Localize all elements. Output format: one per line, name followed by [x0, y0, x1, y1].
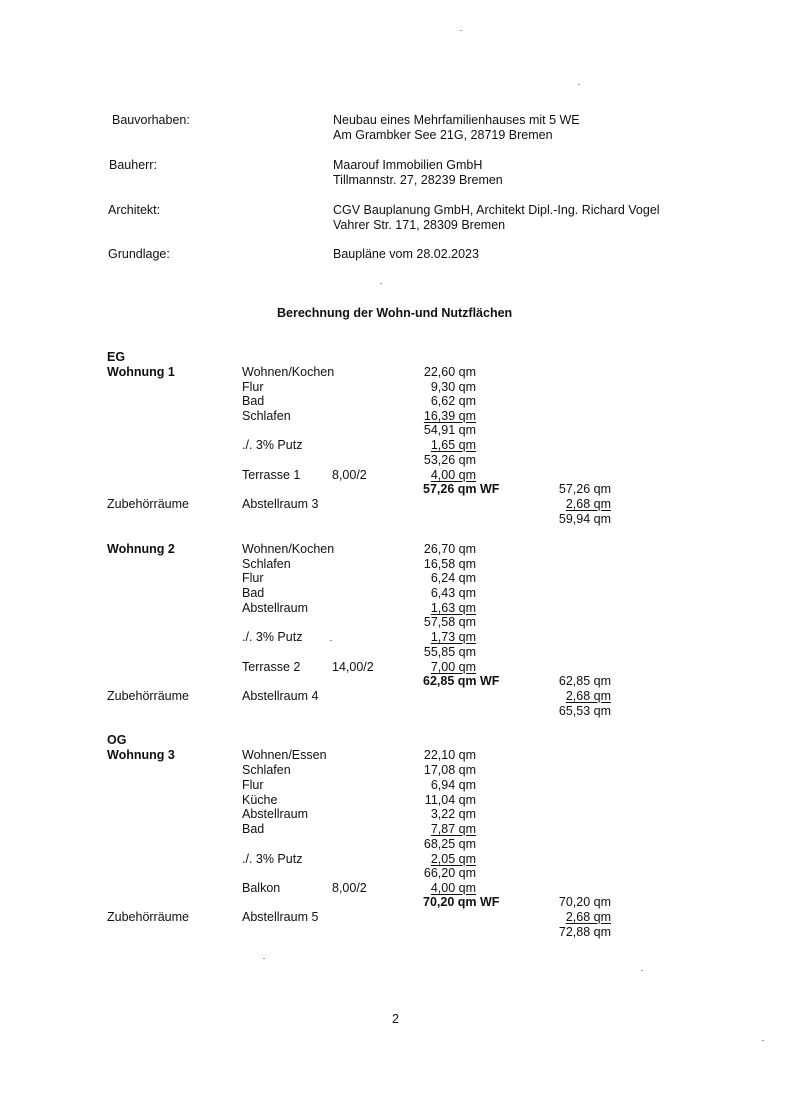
outdoor-label: Terrasse 2	[242, 660, 301, 674]
room-name: Wohnen/Essen	[242, 748, 327, 762]
scan-speck	[762, 1040, 764, 1041]
owner-label: Bauherr:	[109, 158, 157, 172]
floor-eg: EG	[107, 350, 126, 364]
scan-speck	[641, 970, 643, 971]
room-area: 1,63 qm	[430, 601, 476, 615]
basis-line1: Baupläne vom 28.02.2023	[333, 247, 479, 261]
project-line2: Am Grambker See 21G, 28719 Bremen	[333, 128, 553, 142]
zubehoer-area: 2,68 qm	[565, 497, 611, 511]
scan-speck	[380, 283, 382, 284]
after-putz: 55,85 qm	[423, 645, 476, 659]
after-putz: 53,26 qm	[423, 453, 476, 467]
subtotal: 54,91 qm	[423, 423, 476, 437]
room-name: Schlafen	[242, 557, 291, 571]
outdoor-area: 7,00 qm	[430, 660, 476, 674]
room-area: 22,60 qm	[423, 365, 476, 379]
outdoor-label: Balkon	[242, 881, 281, 895]
owner-line2: Tillmannstr. 27, 28239 Bremen	[333, 173, 503, 187]
scan-speck	[263, 958, 265, 959]
room-name: Küche	[242, 793, 278, 807]
room-area: 26,70 qm	[423, 542, 476, 556]
total-wf: 57,26 qm	[558, 482, 611, 496]
room-area: 9,30 qm	[430, 380, 476, 394]
living-area-wf: 57,26 qm WF	[423, 482, 500, 496]
room-name: Flur	[242, 380, 264, 394]
living-area-wf: 70,20 qm WF	[423, 895, 500, 909]
zubehoer-room: Abstellraum 3	[242, 497, 319, 511]
room-name: Bad	[242, 394, 265, 408]
grand-total: 59,94 qm	[558, 512, 611, 526]
putz-deduction: 2,05 qm	[430, 852, 476, 866]
room-name: Flur	[242, 571, 264, 585]
floor-og: OG	[107, 733, 127, 747]
room-area: 17,08 qm	[423, 763, 476, 777]
page-title: Berechnung der Wohn-und Nutzflächen	[277, 306, 513, 320]
page-number: 2	[392, 1012, 399, 1026]
room-name: Bad	[242, 586, 265, 600]
grand-total: 65,53 qm	[558, 704, 611, 718]
room-area: 11,04 qm	[424, 793, 476, 807]
room-area: 6,24 qm	[430, 571, 476, 585]
putz-deduction: 1,73 qm	[430, 630, 476, 644]
room-area: 22,10 qm	[423, 748, 476, 762]
zubehoer-label: Zubehörräume	[107, 910, 189, 924]
putz-label: ./. 3% Putz	[242, 852, 303, 866]
room-name: Abstellraum	[242, 601, 308, 615]
outdoor-calc: 8,00/2	[332, 468, 367, 482]
room-area: 16,58 qm	[423, 557, 476, 571]
outdoor-calc: 8,00/2	[332, 881, 367, 895]
outdoor-label: Terrasse 1	[242, 468, 301, 482]
room-name: Schlafen	[242, 763, 291, 777]
room-name: Abstellraum	[242, 807, 308, 821]
zubehoer-label: Zubehörräume	[107, 497, 189, 511]
room-area: 6,94 qm	[430, 778, 476, 792]
project-line1: Neubau eines Mehrfamilienhauses mit 5 WE	[333, 113, 580, 127]
living-area-wf: 62,85 qm WF	[423, 674, 500, 688]
owner-line1: Maarouf Immobilien GmbH	[333, 158, 483, 172]
room-name: Wohnen/Kochen	[242, 542, 335, 556]
room-area: 3,22 qm	[430, 807, 476, 821]
scan-speck	[330, 640, 332, 641]
outdoor-area: 4,00 qm	[430, 468, 476, 482]
putz-label: ./. 3% Putz	[242, 630, 303, 644]
apartment-title-w3: Wohnung 3	[107, 748, 175, 762]
room-name: Flur	[242, 778, 264, 792]
scan-speck	[578, 84, 580, 85]
after-putz: 66,20 qm	[423, 866, 476, 880]
room-area: 6,43 qm	[430, 586, 476, 600]
total-wf: 70,20 qm	[558, 895, 611, 909]
outdoor-area: 4,00 qm	[430, 881, 476, 895]
zubehoer-room: Abstellraum 4	[242, 689, 319, 703]
architect-line1: CGV Bauplanung GmbH, Architekt Dipl.-Ing. Richard Vogel	[333, 203, 660, 217]
zubehoer-label: Zubehörräume	[107, 689, 189, 703]
zubehoer-area: 2,68 qm	[565, 910, 611, 924]
scan-speck	[460, 30, 462, 31]
room-area: 7,87 qm	[430, 822, 476, 836]
zubehoer-room: Abstellraum 5	[242, 910, 319, 924]
room-area: 16,39 qm	[423, 409, 476, 423]
outdoor-calc: 14,00/2	[332, 660, 374, 674]
architect-line2: Vahrer Str. 171, 28309 Bremen	[333, 218, 506, 232]
room-name: Schlafen	[242, 409, 291, 423]
grand-total: 72,88 qm	[558, 925, 611, 939]
subtotal: 68,25 qm	[423, 837, 476, 851]
room-name: Bad	[242, 822, 265, 836]
putz-label: ./. 3% Putz	[242, 438, 303, 452]
total-wf: 62,85 qm	[558, 674, 611, 688]
project-label: Bauvorhaben:	[112, 113, 190, 127]
basis-label: Grundlage:	[108, 247, 170, 261]
apartment-title-w2: Wohnung 2	[107, 542, 175, 556]
zubehoer-area: 2,68 qm	[565, 689, 611, 703]
architect-label: Architekt:	[108, 203, 161, 217]
room-area: 6,62 qm	[430, 394, 476, 408]
room-name: Wohnen/Kochen	[242, 365, 335, 379]
apartment-title-w1: Wohnung 1	[107, 365, 175, 379]
putz-deduction: 1,65 qm	[430, 438, 476, 452]
subtotal: 57,58 qm	[423, 615, 476, 629]
